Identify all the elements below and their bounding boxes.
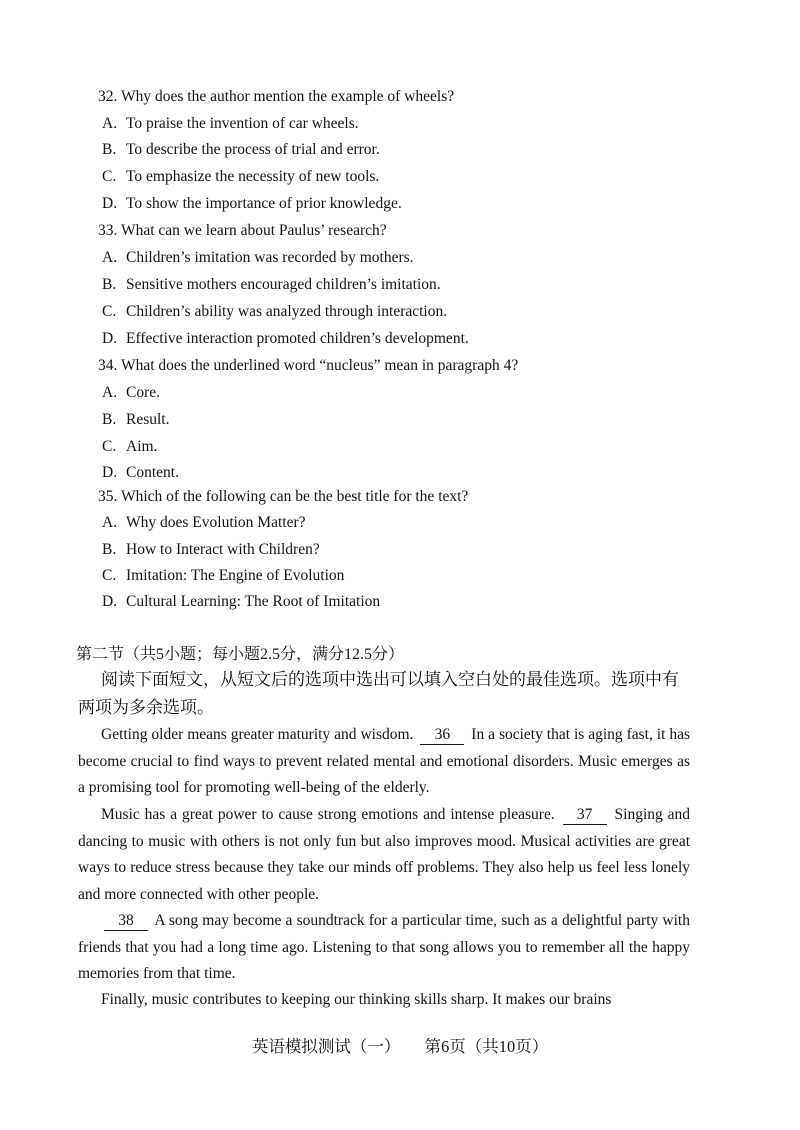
paragraph-text: Music has a great power to cause strong emotions and intense pleasure. <box>101 806 555 823</box>
option-text: Core. <box>126 384 161 401</box>
question-35-stem: 35. Which of the following can be the best title for the text? <box>98 488 469 505</box>
page-footer <box>0 1033 800 1057</box>
option-text: To praise the invention of car wheels. <box>126 115 359 132</box>
question-35-option-c <box>102 567 344 585</box>
option-letter: C. <box>102 168 117 185</box>
section-heading: 第二节（共5小题；每小题2.5分，满分12.5分） <box>76 646 405 663</box>
option-text: Content. <box>126 464 179 481</box>
option-letter: A. <box>102 384 118 401</box>
option-text: Imitation: The Engine of Evolution <box>126 567 345 584</box>
option-letter: C. <box>102 303 117 320</box>
option-letter: A. <box>102 249 118 266</box>
option-text: Result. <box>126 411 170 428</box>
option-text: Aim. <box>126 438 158 455</box>
section-instruction: 阅读下面短文，从短文后的选项中选出可以填入空白处的最佳选项。选项中有两项为多余选项。 <box>78 670 679 717</box>
option-text: Children’s imitation was recorded by mothers. <box>126 249 414 266</box>
option-letter: D. <box>102 330 118 347</box>
paragraph-text: Getting older means greater maturity and wisdom. <box>101 726 414 743</box>
option-letter: B. <box>102 141 117 158</box>
question-33-option-a <box>102 249 414 267</box>
option-text: To show the importance of prior knowledge. <box>126 195 402 212</box>
question-34-option-d <box>102 464 179 482</box>
question-34-option-a <box>102 384 160 402</box>
option-letter: B. <box>102 541 117 558</box>
paragraph-text: Singing and dancing to music with others is not only fun but also improves mood. Musical activities are great ways to reduce stress because they take our minds off problems. They also help us feel less lonely and more connected with other people. <box>78 806 691 903</box>
question-33-option-d <box>102 330 469 348</box>
option-letter: C. <box>102 567 117 584</box>
passage-paragraph-2 <box>78 802 690 908</box>
option-text: Why does Evolution Matter? <box>126 514 306 531</box>
option-text: Cultural Learning: The Root of Imitation <box>126 593 381 610</box>
option-letter: A. <box>102 514 118 531</box>
question-33-option-c <box>102 303 447 321</box>
paragraph-text: A song may become a soundtrack for a particular time, such as a delightful party with friends that you had a long time ago. Listening to that song allows you to remember all the happy memories from that time. <box>78 912 690 982</box>
question-32-option-a <box>102 115 359 133</box>
option-text: Children’s ability was analyzed through interaction. <box>126 303 448 320</box>
blank-38: 38 <box>104 912 148 931</box>
option-text: How to Interact with Children? <box>126 541 320 558</box>
question-34-stem: 34. What does the underlined word “nucleus” mean in paragraph 4? <box>98 357 519 374</box>
option-letter: B. <box>102 276 117 293</box>
question-34-option-b <box>102 411 170 429</box>
question-33-option-b <box>102 276 441 294</box>
option-text: Effective interaction promoted children’s development. <box>126 330 469 347</box>
option-letter: D. <box>102 464 118 481</box>
option-letter: D. <box>102 195 118 212</box>
option-letter: D. <box>102 593 118 610</box>
option-letter: A. <box>102 115 118 132</box>
blank-37: 37 <box>563 806 607 825</box>
option-letter: C. <box>102 438 117 455</box>
question-33-stem: 33. What can we learn about Paulus’ research? <box>98 222 387 239</box>
option-letter: B. <box>102 411 117 428</box>
footer-subject: 英语模拟测试（一） <box>251 1037 401 1056</box>
passage-paragraph-1 <box>78 722 690 802</box>
passage-paragraph-4: Finally, music contributes to keeping our thinking skills sharp. It makes our brains <box>101 991 612 1008</box>
question-35-option-b <box>102 541 320 559</box>
paragraph-text: In a society that is aging fast, it has become crucial to find ways to prevent related mental and emotional disorders. Music emerges as a promising tool for promoting well-being of the elderly. <box>78 726 690 796</box>
question-34-option-c <box>102 438 157 456</box>
question-32-option-d <box>102 195 402 213</box>
question-32-option-b <box>102 141 380 159</box>
option-text: Sensitive mothers encouraged children’s imitation. <box>126 276 441 293</box>
question-32-stem: 32. Why does the author mention the example of wheels? <box>98 88 455 105</box>
question-35-option-a <box>102 514 306 532</box>
question-35-option-d <box>102 593 380 611</box>
blank-36: 36 <box>420 726 464 745</box>
passage-paragraph-3 <box>78 908 690 988</box>
option-text: To emphasize the necessity of new tools. <box>126 168 380 185</box>
question-32-option-c <box>102 168 379 186</box>
option-text: To describe the process of trial and error. <box>126 141 380 158</box>
footer-page-number: 第6页（共10页） <box>424 1037 549 1056</box>
